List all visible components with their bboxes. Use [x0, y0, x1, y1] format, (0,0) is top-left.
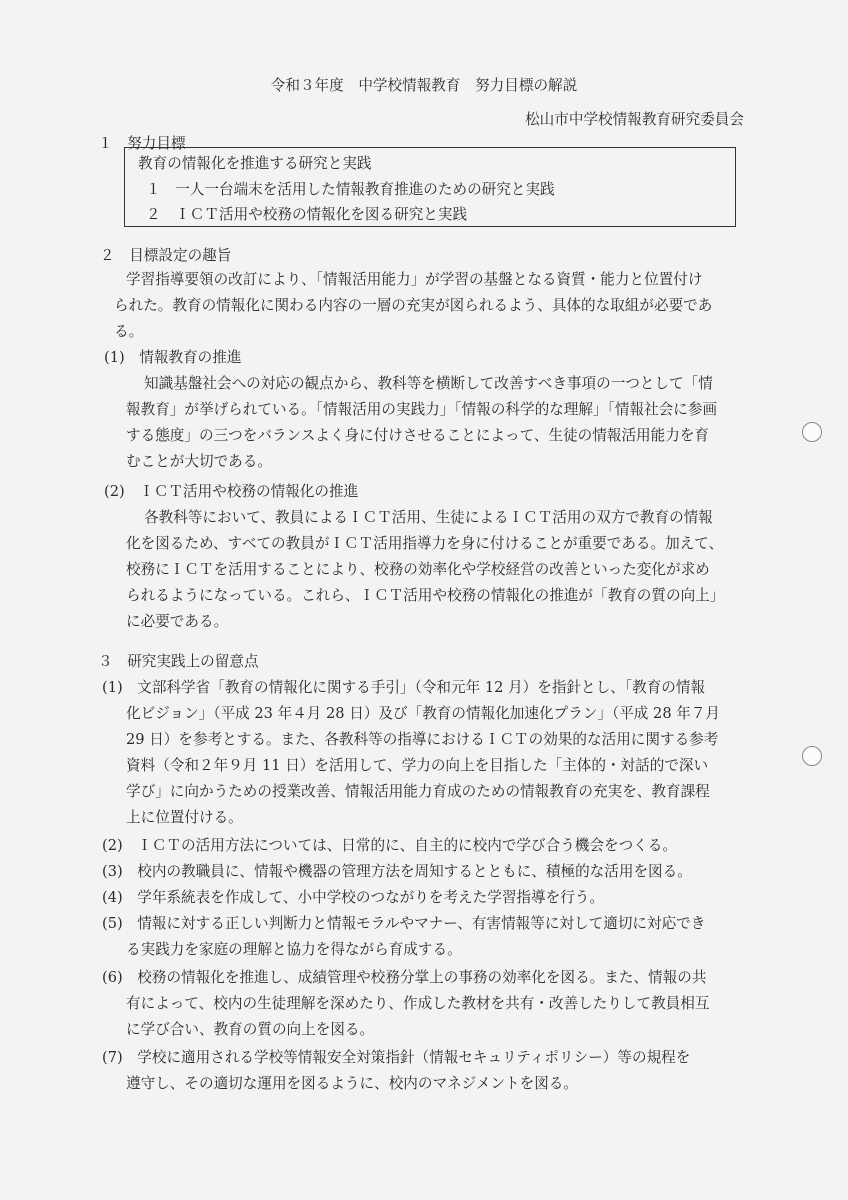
section2-intro-line: られた。教育の情報化に関わる内容の一層の充実が図られるよう、具体的な取組が必要であ — [114, 297, 713, 314]
note-line: (4) 学年系統表を作成して、小中学校のつながりを考えた学習指導を行う。 — [102, 889, 604, 906]
subsection-line: むことが大切である。 — [126, 453, 272, 470]
organization-name: 松山市中学校情報教育研究委員会 — [525, 111, 744, 128]
section3-heading: ３ 研究実践上の留意点 — [98, 653, 259, 670]
subsection-line: 化を図るため、すべての教員がＩＣＴ活用指導力を身に付けることが重要である。加えて、 — [126, 535, 724, 552]
binder-hole-icon — [802, 422, 822, 442]
section2-intro-line: 学習指導要領の改訂により、「情報活用能力」が学習の基盤となる資質・能力と位置付け — [126, 271, 703, 288]
note-line: (7) 学校に適用される学校等情報安全対策指針（情報セキュリティポリシー）等の規程を — [102, 1049, 691, 1066]
note-line: (2) ＩＣＴの活用方法については、日常的に、自主的に校内で学び合う機会をつくる。 — [102, 837, 677, 854]
section1-heading: １ 努力目標 — [98, 135, 186, 152]
subsection-line: 校務にＩＣＴを活用することにより、校務の効率化や学校経営の改善といった変化が求め — [126, 561, 710, 578]
section2-heading: ２ 目標設定の趣旨 — [100, 247, 232, 264]
subsection-heading: (2) ＩＣＴ活用や校務の情報化の推進 — [104, 483, 359, 500]
note-line: (3) 校内の教職員に、情報や機器の管理方法を周知するとともに、積極的な活用を図る。 — [102, 863, 692, 880]
note-line: (6) 校務の情報化を推進し、成績管理や校務分掌上の事務の効率化を図る。また、情報の共 — [102, 969, 707, 986]
subsection-line: 報教育」が挙げられている。「情報活用の実践力」「情報の科学的な理解」「情報社会に参画 — [126, 401, 718, 418]
document-title: 令和３年度 中学校情報教育 努力目標の解説 — [270, 77, 578, 94]
note-line: 学び」に向かうための授業改善、情報活用能力育成のための情報教育の充実を、教育課程 — [126, 783, 710, 800]
note-line: に学び合い、教育の質の向上を図る。 — [126, 1021, 375, 1038]
subsection-line: 各教科等において、教員によるＩＣＴ活用、生徒によるＩＣＴ活用の双方で教育の情報 — [144, 509, 713, 526]
note-line: 29 日）を参考とする。また、各教科等の指導におけるＩＣＴの効果的な活用に関する参考 — [126, 731, 719, 748]
note-line: 遵守し、その適切な運用を図るように、校内のマネジメントを図る。 — [126, 1075, 578, 1092]
subsection-line: 知識基盤社会への対応の観点から、教科等を横断して改善すべき事項の一つとして「情 — [144, 375, 713, 392]
subsection-line: に必要である。 — [126, 613, 229, 630]
goal-main: 教育の情報化を推進する研究と実践 — [138, 155, 372, 172]
note-line: 化ビジョン」（平成 23 年４月 28 日）及び「教育の情報化加速化プラン」（平成 28 年７月 — [126, 705, 721, 722]
note-line: 上に位置付ける。 — [126, 809, 243, 826]
subsection-heading: (1) 情報教育の推進 — [104, 349, 242, 366]
binder-hole-icon — [802, 746, 822, 766]
section2-intro-line: る。 — [114, 323, 144, 340]
note-line: る実践力を家庭の理解と協力を得ながら育成する。 — [126, 941, 462, 958]
subsection-line: られるようになっている。これら、ＩＣＴ活用や校務の情報化の推進が「教育の質の向上」 — [126, 587, 725, 604]
note-line: (5) 情報に対する正しい判断力と情報モラルやマナー、有害情報等に対して適切に対応でき — [102, 915, 706, 932]
note-line: (1) 文部科学省「教育の情報化に関する手引」（令和元年 12 月）を指針とし、「教育の情報 — [102, 679, 706, 696]
goal-item-2: ２ ＩＣＴ活用や校務の情報化を図る研究と実践 — [146, 206, 468, 223]
note-line: 資料（令和２年９月 11 日）を活用して、学力の向上を目指した「主体的・対話的で深い — [126, 757, 709, 774]
subsection-line: する態度」の三つをバランスよく身に付けさせることによって、生徒の情報活用能力を育 — [126, 427, 710, 444]
goal-item-1: １ 一人一台端末を活用した情報教育推進のための研究と実践 — [146, 181, 555, 198]
note-line: 有によって、校内の生徒理解を深めたり、作成した教材を共有・改善したりして教員相互 — [126, 995, 710, 1012]
